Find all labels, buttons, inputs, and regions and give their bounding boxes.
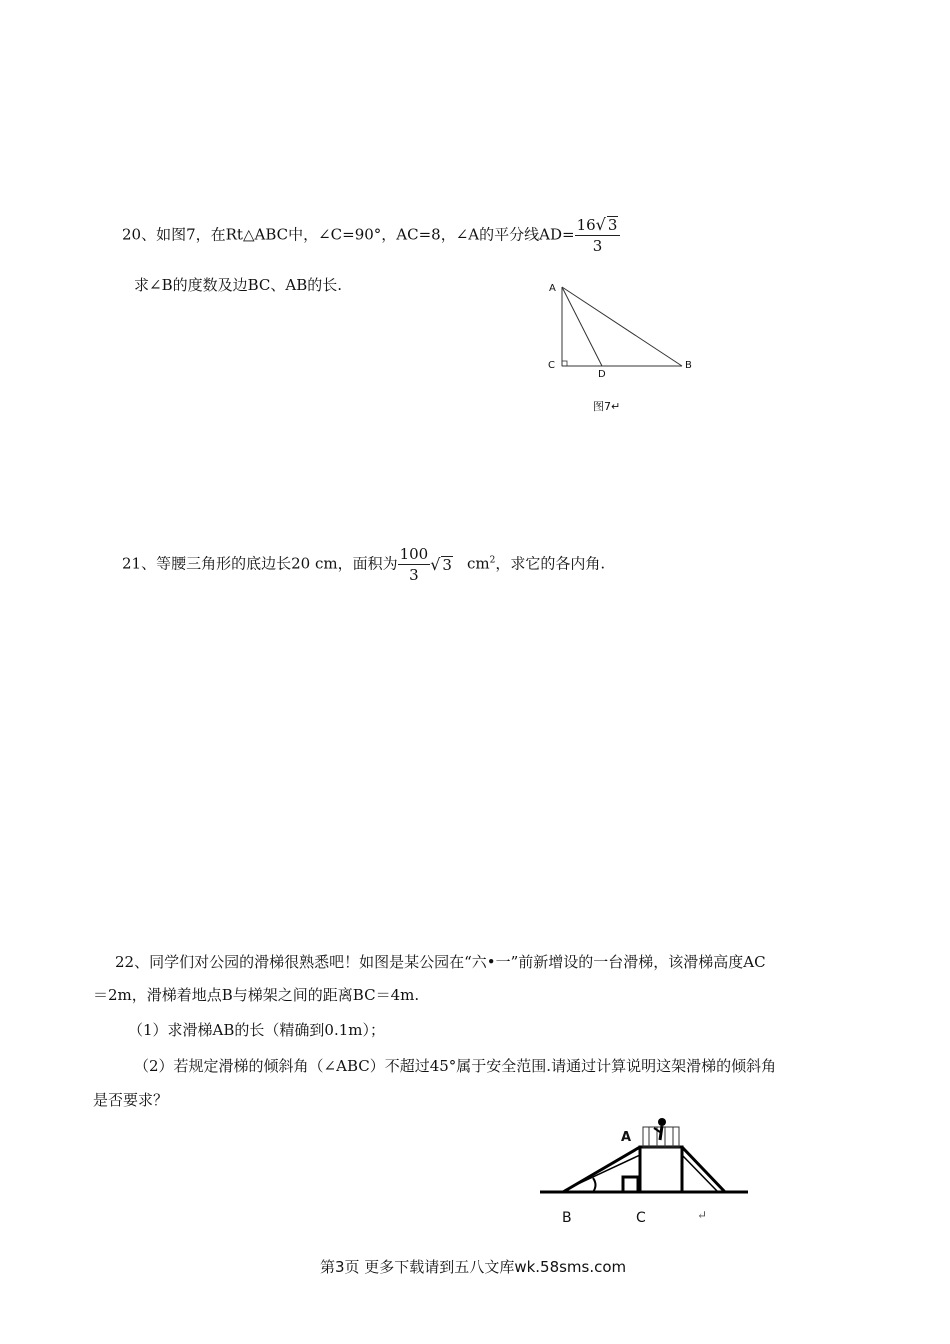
q21-sqrt-arg: 3 bbox=[442, 555, 452, 574]
q21-frac-den: 3 bbox=[409, 566, 419, 584]
q21-text-b: ，求它的各内角. bbox=[495, 554, 606, 573]
q21-unit-sup: 2 bbox=[489, 555, 496, 566]
fig7-label-c: C bbox=[548, 360, 555, 371]
q20-sqrt: √ 3 bbox=[595, 215, 618, 234]
q20-text: 20、如图7，在Rt△ABC中，∠C=90°，AC=8，∠A的平分线AD= bbox=[122, 225, 575, 244]
slide-label-a: A bbox=[621, 1130, 632, 1145]
fig7-label-a: A bbox=[549, 283, 556, 294]
q22-line1: 22、同学们对公园的滑梯很熟悉吧！如图是某公园在“六•一”前新增设的一台滑梯，该滑梯高度AC bbox=[115, 953, 766, 971]
slide-label-b: B bbox=[562, 1210, 572, 1226]
q22-sub1: （1）求滑梯AB的长（精确到0.1m）； bbox=[128, 1021, 385, 1039]
q20-line1 bbox=[122, 216, 620, 255]
slide-drawing bbox=[535, 1110, 755, 1205]
figure-7 bbox=[540, 280, 710, 390]
q20-fraction bbox=[575, 216, 621, 255]
q21-fraction bbox=[398, 545, 431, 584]
slide-label-c: C bbox=[636, 1210, 646, 1226]
q21-frac-num: 100 bbox=[399, 545, 429, 563]
q22-sub2: （2）若规定滑梯的倾斜角（∠ABC）不超过45°属于安全范围.请通过计算说明这架滑梯的倾斜角 bbox=[134, 1057, 777, 1075]
q22-sub2b: 是否要求？ bbox=[93, 1091, 169, 1109]
q21-sqrt: √ 3 bbox=[430, 554, 452, 574]
q20-sqrt-arg: 3 bbox=[607, 216, 618, 234]
fig7-label-d: D bbox=[598, 369, 606, 380]
q20-frac-den: 3 bbox=[592, 237, 603, 255]
q22-line2: ＝2m，滑梯着地点B与梯架之间的距离BC＝4m. bbox=[93, 986, 420, 1004]
fig7-label-b: B bbox=[685, 360, 692, 371]
q21-unit: cm bbox=[466, 554, 490, 573]
slide-figure bbox=[535, 1110, 755, 1230]
page-footer: 第3页 更多下载请到五八文库wk.58sms.com bbox=[320, 1258, 627, 1276]
q20-frac-num: 16 bbox=[576, 216, 596, 234]
slide-return-mark: ↵ bbox=[697, 1208, 708, 1222]
q21-text-a: 21、等腰三角形的底边长20 cm，面积为 bbox=[122, 554, 398, 573]
figure-7-caption: 图7↵ bbox=[593, 400, 621, 413]
q21-line bbox=[122, 545, 605, 584]
q20-line2: 求∠B的度数及边BC、AB的长. bbox=[134, 276, 342, 294]
